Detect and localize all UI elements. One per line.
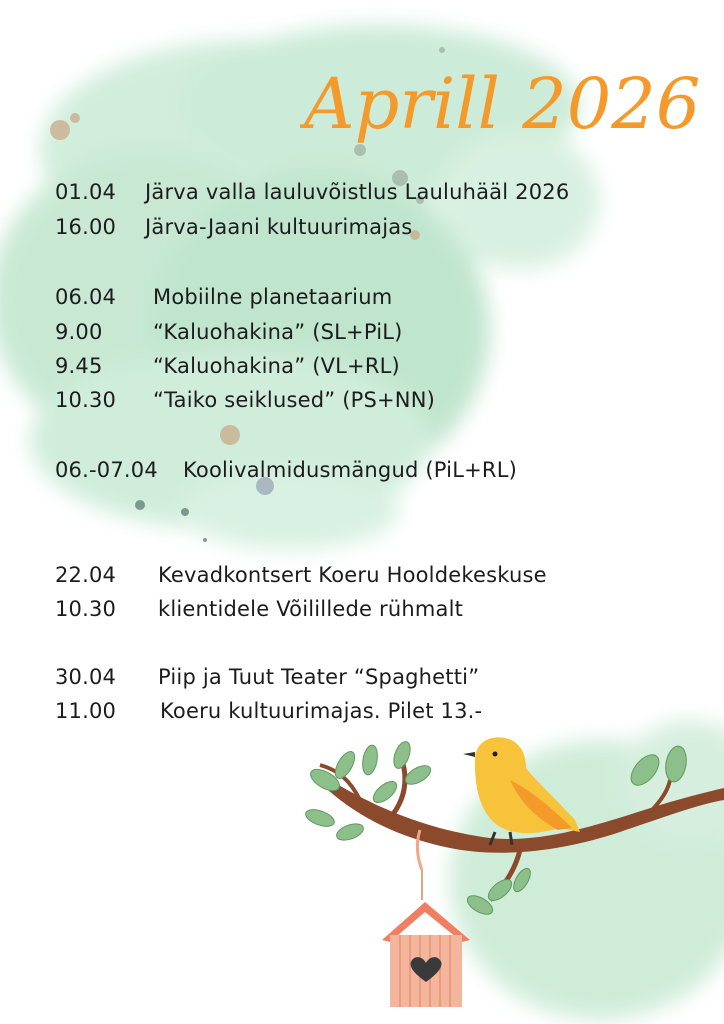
event-date: 06.-07.04 [55,458,158,482]
birdhouse-icon [382,830,470,1007]
event-text: Piip ja Tuut Teater “Spaghetti” [158,665,480,689]
event-text: Kevadkontsert Koeru Hooldekeskuse [158,563,547,587]
event-date: 30.04 [55,665,117,689]
event-text: Mobiilne planetaarium [153,285,393,309]
event-text: klientidele Võilillede rühmalt [158,597,464,621]
svg-text:Aprill 2026: Aprill 2026 [304,63,700,145]
event-text: Koolivalmidusmängud (PiL+RL) [183,458,517,482]
event-date: 9.45 [55,354,103,378]
event-text: “Kaluohakina” (SL+PiL) [153,320,403,344]
event-date: 06.04 [55,285,117,309]
bird-icon [463,737,580,845]
event-date: 22.04 [55,563,117,587]
event-date: 01.04 [55,180,117,204]
event-date: 10.30 [55,597,117,621]
event-text: “Taiko seiklused” (PS+NN) [153,388,436,412]
event-text: Järva valla lauluvõistlus Lauluhääl 2026 [145,180,570,204]
event-text: Koeru kultuurimajas. Pilet 13.- [160,699,483,723]
event-text: “Kaluohakina” (VL+RL) [153,354,400,378]
event-date: 11.00 [55,699,117,723]
event-text: Järva-Jaani kultuurimajas [145,215,413,239]
event-date: 9.00 [55,320,103,344]
bird-branch-illustration [290,720,724,1020]
event-date: 10.30 [55,388,117,412]
month-title [300,52,700,152]
event-date: 16.00 [55,215,117,239]
